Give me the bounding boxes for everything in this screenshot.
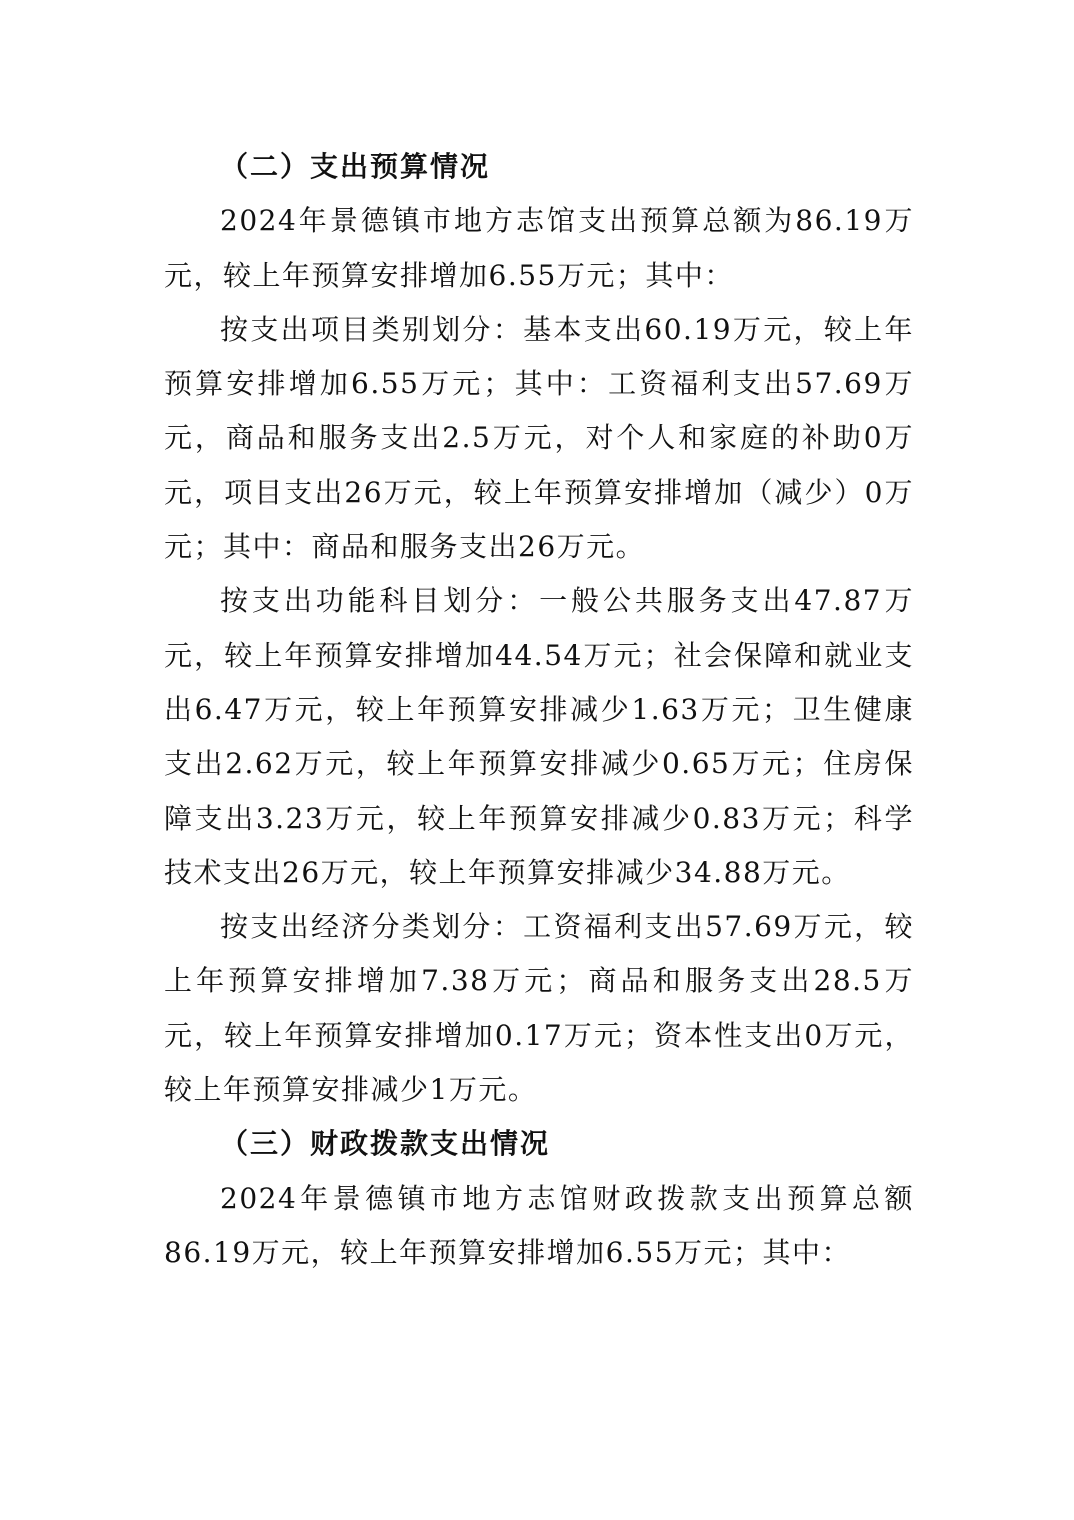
- paragraph-fiscal-appropriation-total: 2024年景德镇市地方志馆财政拨款支出预算总额86.19万元，较上年预算安排增加6.55万元；其中：: [164, 1181, 914, 1269]
- paragraph-total-expenditure: 2024年景德镇市地方志馆支出预算总额为86.19万元，较上年预算安排增加6.55万元；其中：: [164, 204, 914, 292]
- paragraph-by-project-category: 按支出项目类别划分：基本支出60.19万元，较上年预算安排增加6.55万元；其中：工资福利支出57.69万元，商品和服务支出2.5万元，对个人和家庭的补助0万元，项目支出26万元，较上年预算安排增加（减少）0万元；其中：商品和服务支出26万元。: [164, 312, 914, 564]
- paragraph-by-functional-subject: 按支出功能科目划分：一般公共服务支出47.87万元，较上年预算安排增加44.54万元；社会保障和就业支出6.47万元，较上年预算安排减少1.63万元；卫生健康支出2.62万元，较上年预算安排减少0.65万元；住房保障支出3.23万元，较上年预算安排减少0.83万元；科学技术支出26万元，较上年预算安排减少34.88万元。: [164, 584, 914, 889]
- section-heading-expenditure-budget: （二）支出预算情况: [220, 150, 491, 183]
- document-body: [164, 140, 914, 1280]
- section-heading-fiscal-appropriation: （三）财政拨款支出情况: [220, 1127, 551, 1161]
- paragraph-by-economic-classification: 按支出经济分类划分：工资福利支出57.69万元，较上年预算安排增加7.38万元；商品和服务支出28.5万元，较上年预算安排增加0.17万元；资本性支出0万元，较上年预算安排减少1万元。: [164, 910, 914, 1107]
